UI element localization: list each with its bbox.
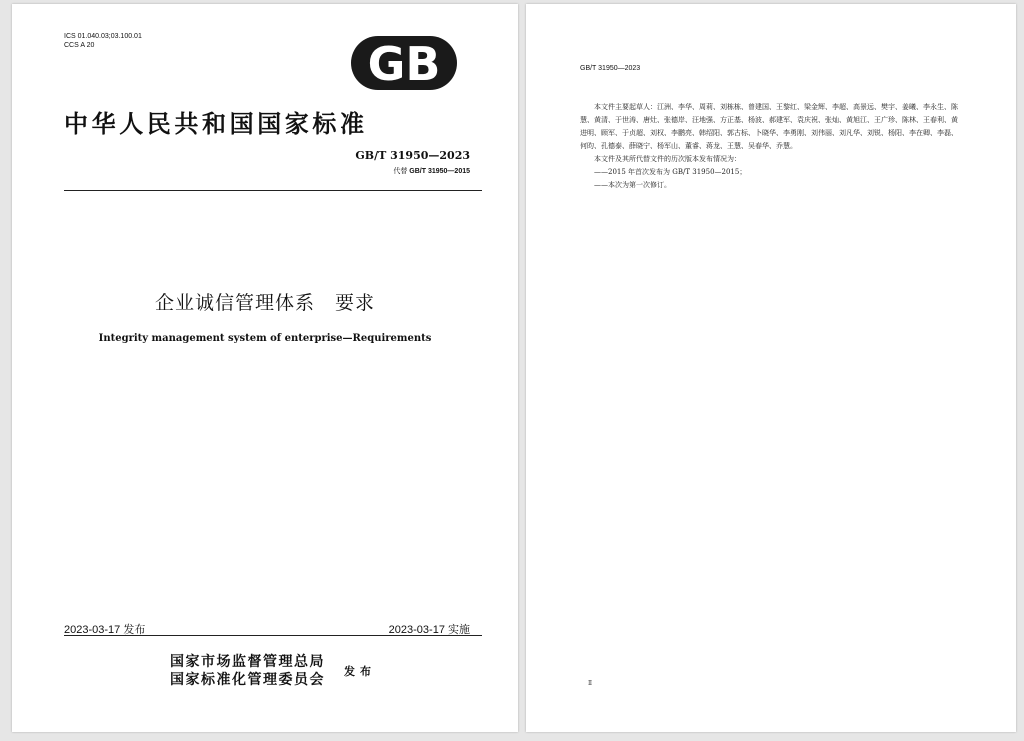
issue-date: 2023-03-17 发布 [64,624,146,636]
replaces-line [393,166,470,176]
history-item-2: ——本次为第一次修订。 [594,181,671,189]
issuing-authorities [170,653,325,689]
ccs-code: CCS A 20 [64,42,95,49]
classification-codes [64,32,142,50]
gb-logo [349,34,459,92]
top-divider [64,190,482,191]
national-standard-title: 中华人民共和国国家标准 [64,109,368,138]
ics-code: ICS 01.040.03;03.100.01 [64,33,142,40]
replaces-prefix: 代替 [393,168,408,175]
document-title-english: Integrity management system of enterprise—Requirements [98,333,432,344]
foreword-body [580,101,960,192]
bottom-divider [64,635,482,636]
cover-page [12,4,518,732]
publish-label: 发布 [344,665,376,678]
history-item-1: ——2015 年首次发布为 GB/T 31950—2015； [594,168,747,176]
issuer-samr: 国家市场监督管理总局 [170,654,325,670]
issuer-sac: 国家标准化管理委员会 [170,672,325,688]
standard-number: GB/T 31950—2023 [355,149,470,162]
drafters-paragraph: 本文件主要起草人：江洲、李华、周莉、刘栋栋、曾建国、王黎红、梁金辉、李超、高景远、樊宇、姜曦、李永生、陈慧、黄清、于世涛、唐灶、张德岸、汪地强、方正基、杨波、郝建军、袁庆祝、张灿、黄旭江、王广珍、陈林、王春利、黄进明、顾军、于贞超、刘权、李鹏亮、韩绍阳、郭古标、卜晓华、李勇刚、刘伟丽、刘凡华、刘锐、杨阳、李在卿、李磊、何昀、孔德泰、薛晓宁、杨军山、董睿、蒋龙、王慧、吴春华、乔慧。 [580,103,958,150]
running-header: GB/T 31950—2023 [580,65,641,72]
page-number: Ⅱ [588,680,593,687]
replaces-number: GB/T 31950—2015 [409,168,470,175]
implementation-date: 2023-03-17 实施 [388,624,470,636]
history-intro: 本文件及其所代替文件的历次版本发布情况为： [594,155,741,163]
gb-logo-text: GB [367,37,441,91]
document-title-chinese: 企业诚信管理体系 要求 [154,292,375,314]
foreword-page [526,4,1016,732]
